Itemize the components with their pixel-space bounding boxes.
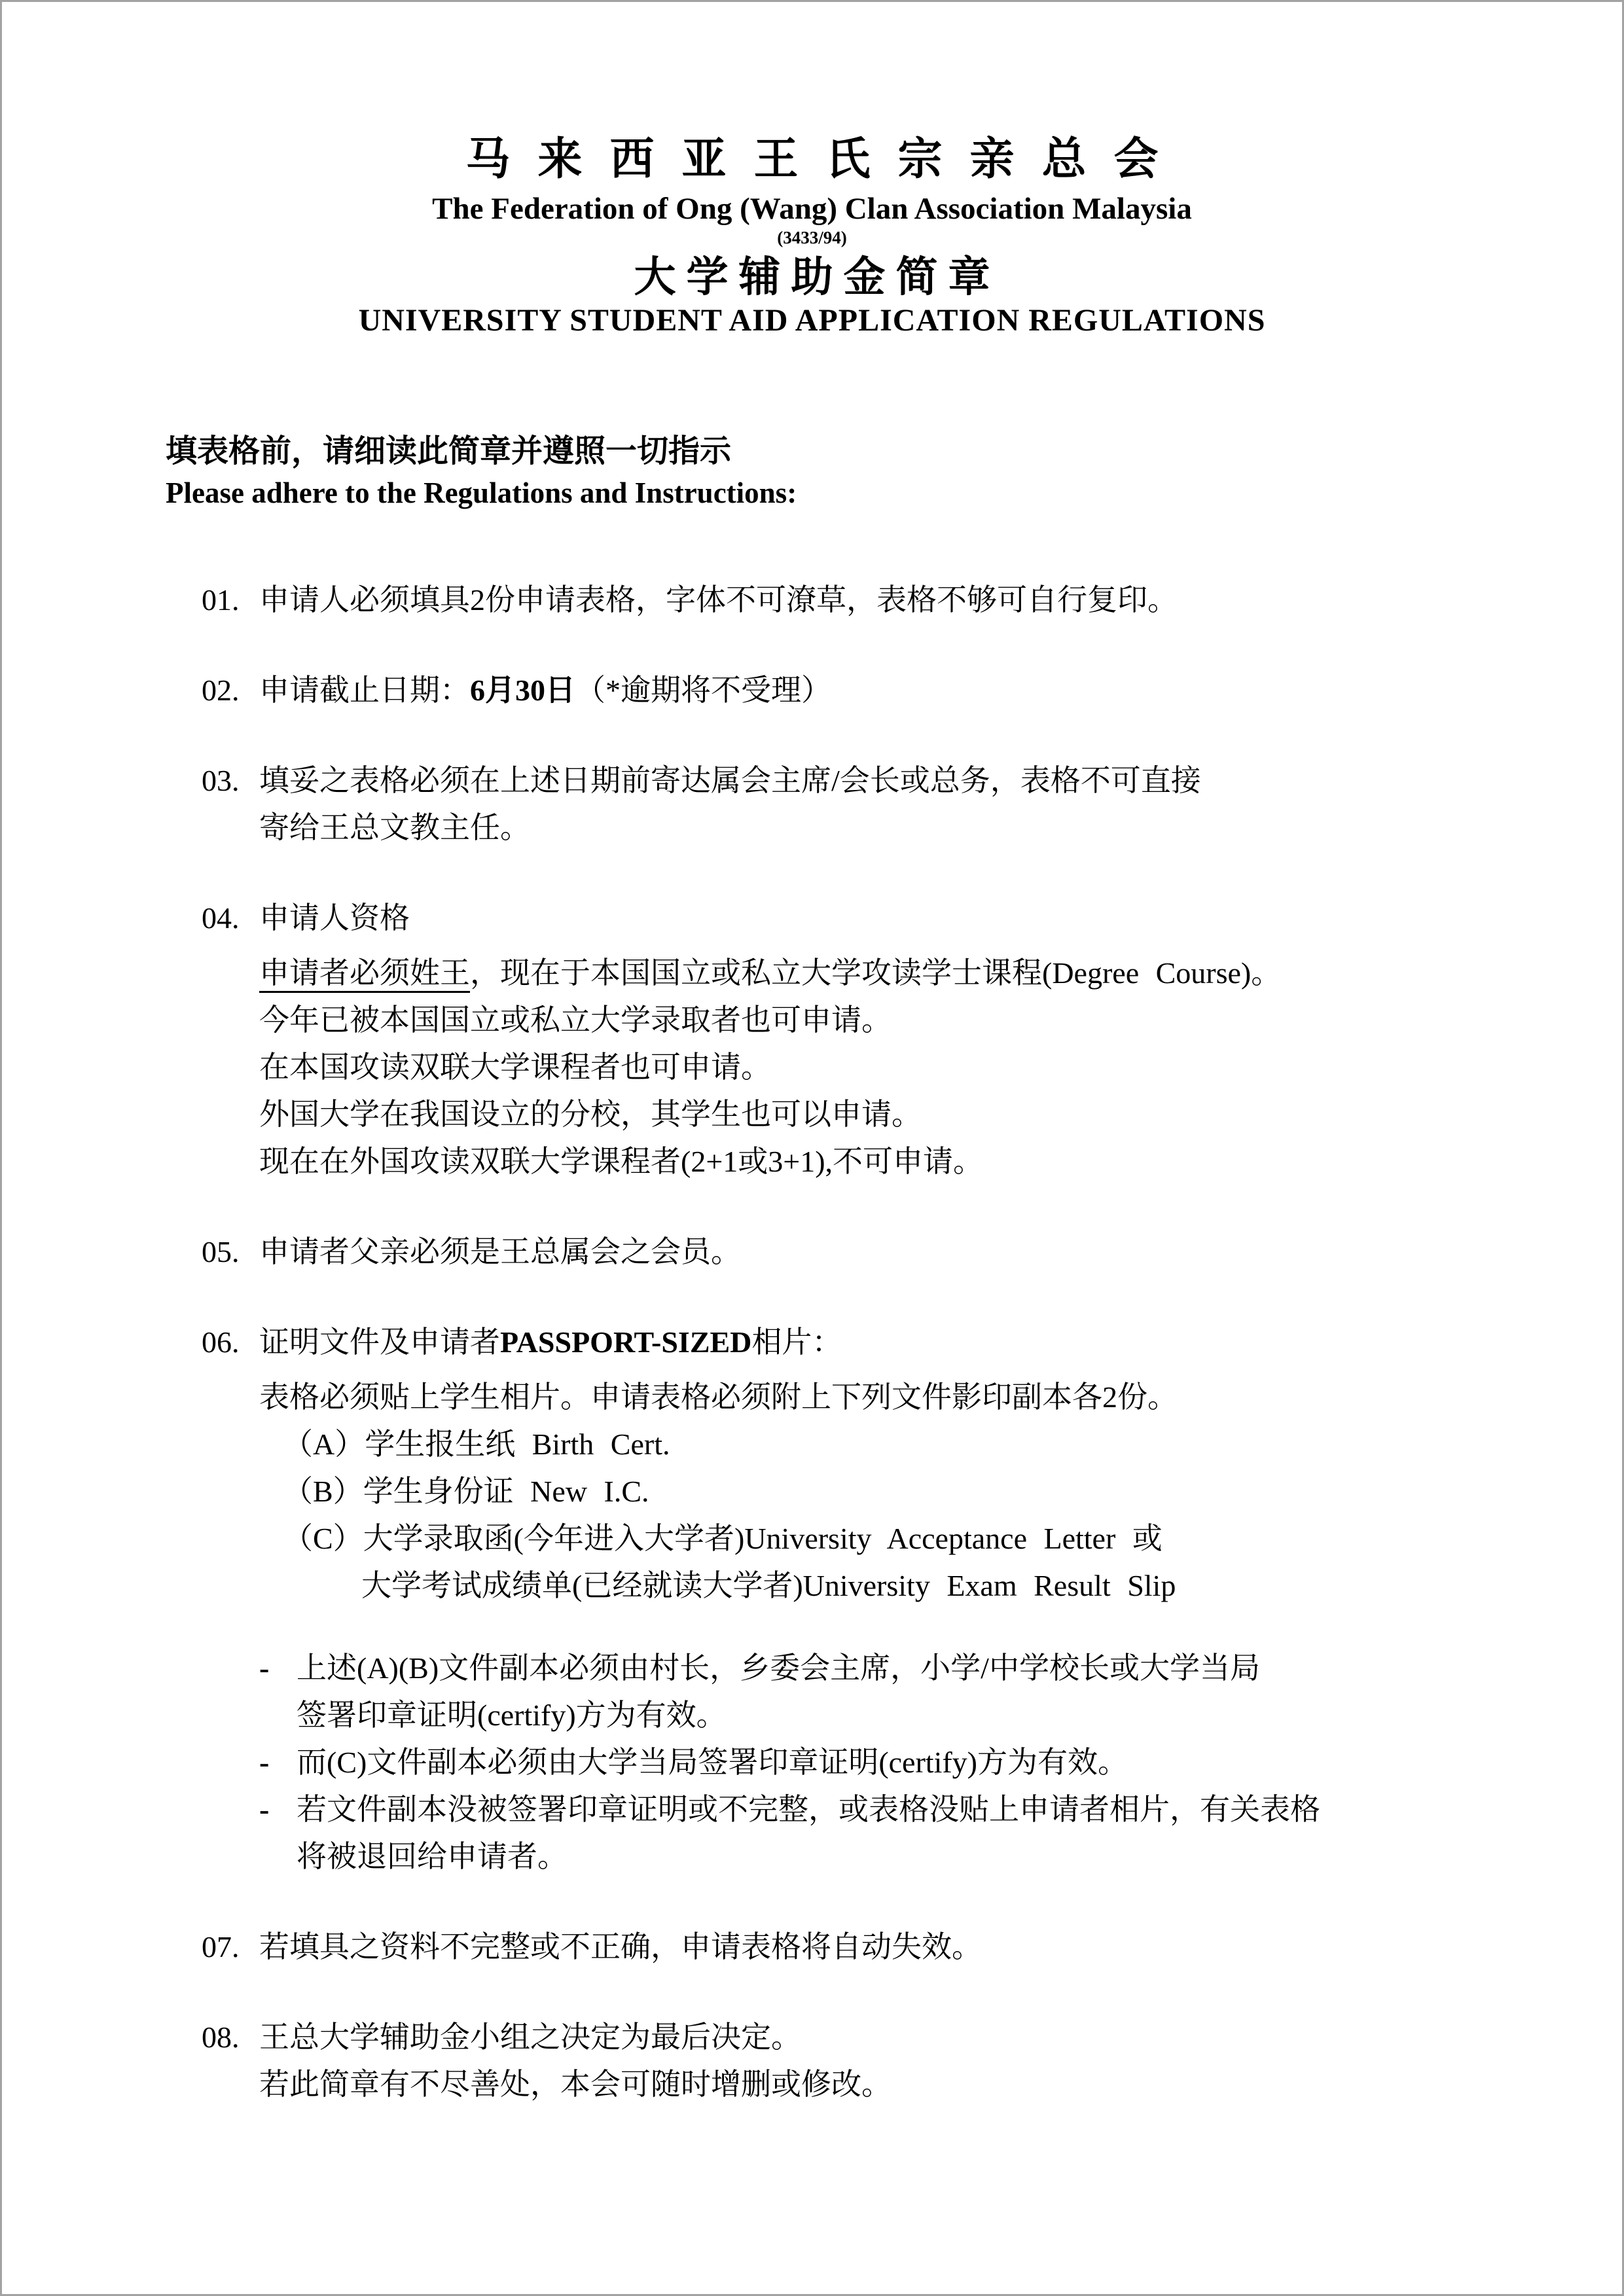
text-segment: 现在在外国攻读双联大学课程者(2+1或3+1),不可申请。 — [259, 1145, 984, 1178]
item-content — [259, 2014, 892, 2108]
text-segment: （B）学生身份证 New I.C. — [283, 1475, 649, 1508]
dash-line — [259, 1786, 1320, 1833]
document-header — [2, 2, 1622, 338]
text-segment: ，现在于本国国立或私立大学攻读学士课程(Degree Course)。 — [470, 956, 1282, 990]
text-segment: 相片： — [751, 1325, 842, 1359]
text-line — [259, 1924, 982, 1971]
text-line — [259, 997, 1281, 1044]
item-content — [259, 1924, 982, 1971]
regulation-item — [202, 577, 1622, 624]
text-segment: 今年已被本国国立或私立大学录取者也可申请。 — [259, 1003, 892, 1037]
text-segment: 若此简章有不尽善处，本会可随时增删或修改。 — [259, 2068, 892, 2101]
text-line — [259, 1833, 1320, 1880]
regulation-item — [202, 667, 1622, 714]
text-segment: 在本国攻读双联大学课程者也可申请。 — [259, 1050, 771, 1084]
item-number: 02. — [202, 673, 240, 707]
text-segment: 若填具之资料不完整或不正确，申请表格将自动失效。 — [259, 1930, 982, 1964]
intro-line-chinese: 填表格前，请细读此简章并遵照一切指示 — [166, 434, 732, 469]
text-segment: 表格必须贴上学生相片。申请表格必须附上下列文件影印副本各2份。 — [259, 1380, 1178, 1414]
text-segment: 签署印章证明(certify)方为有效。 — [297, 1698, 727, 1732]
regulation-item — [202, 1924, 1622, 1971]
item-content — [259, 895, 1281, 1185]
text-line — [259, 1044, 1281, 1091]
organization-name-english: The Federation of Ong (Wang) Clan Association Malaysia — [432, 192, 1192, 226]
text-line — [259, 895, 1281, 942]
item-content — [259, 757, 1201, 852]
text-line — [259, 1138, 1281, 1185]
regulation-item — [202, 1319, 1622, 1880]
text-segment: （C）大学录取函(今年进入大学者)University Acceptance Letter 或 — [283, 1522, 1163, 1555]
dash-bullet: - — [259, 1651, 270, 1685]
item-number: 08. — [202, 2020, 240, 2054]
text-line — [259, 1515, 1320, 1562]
underlined-text: 申请者必须姓王 — [259, 956, 470, 990]
text-line — [259, 667, 831, 714]
text-segment: 外国大学在我国设立的分校，其学生也可以申请。 — [259, 1098, 922, 1131]
text-segment: 将被退回给申请者。 — [297, 1840, 568, 1873]
intro-line-english: Please adhere to the Regulations and Instructions: — [166, 476, 797, 509]
dash-bullet: - — [259, 1746, 270, 1779]
item-number: 03. — [202, 764, 240, 797]
text-segment: 6月30日 — [470, 673, 575, 707]
document-title-chinese: 大学辅助金简章 — [634, 254, 1001, 300]
registration-number: (3433/94) — [777, 228, 847, 247]
text-segment: 申请人资格 — [259, 901, 410, 935]
text-line — [259, 804, 1201, 852]
text-line — [259, 1229, 741, 1276]
dash-bullet: - — [259, 1793, 270, 1826]
regulation-item — [202, 2014, 1622, 2108]
item-number: 06. — [202, 1325, 240, 1359]
item-content — [259, 667, 831, 714]
text-segment: 若文件副本没被签署印章证明或不完整，或表格没贴上申请者相片，有关表格 — [297, 1793, 1320, 1826]
text-line — [259, 950, 1281, 997]
text-segment: （*逾期将不受理） — [575, 673, 831, 707]
text-segment: PASSPORT-SIZED — [500, 1325, 752, 1359]
text-line — [259, 1091, 1281, 1138]
dash-line — [259, 1645, 1320, 1692]
item-number: 05. — [202, 1235, 240, 1268]
text-line — [259, 1421, 1320, 1468]
text-line — [259, 1468, 1320, 1515]
regulation-item — [202, 1229, 1622, 1276]
text-segment: （A）学生报生纸 Birth Cert. — [283, 1427, 670, 1461]
text-segment: 上述(A)(B)文件副本必须由村长，乡委会主席，小学/中学校长或大学当局 — [297, 1651, 1260, 1685]
text-line — [259, 2061, 892, 2108]
item-content — [259, 1229, 741, 1276]
text-line — [259, 2014, 892, 2061]
organization-name-chinese: 马来西亚王氏宗亲总会 — [465, 134, 1186, 184]
text-segment: 证明文件及申请者 — [259, 1325, 500, 1359]
regulations-list — [202, 577, 1622, 2108]
document-title-english: UNIVERSITY STUDENT AID APPLICATION REGULATIONS — [358, 303, 1266, 338]
text-segment: 申请人必须填具2份申请表格，字体不可潦草，表格不够可自行复印。 — [259, 583, 1178, 617]
intro-section — [166, 430, 1622, 512]
item-content — [259, 1319, 1320, 1880]
text-segment: 申请者父亲必须是王总属会之会员。 — [259, 1235, 741, 1268]
item-number: 07. — [202, 1930, 240, 1964]
item-number: 04. — [202, 901, 240, 935]
text-segment: 申请截止日期： — [259, 673, 470, 707]
text-segment: 寄给王总文教主任。 — [259, 811, 530, 844]
text-line — [259, 1562, 1320, 1609]
text-segment: 填妥之表格必须在上述日期前寄达属会主席/会长或总务，表格不可直接 — [259, 764, 1201, 797]
text-segment: 王总大学辅助金小组之决定为最后决定。 — [259, 2020, 801, 2054]
item-number: 01. — [202, 583, 240, 617]
item-content — [259, 577, 1178, 624]
text-segment: 大学考试成绩单(已经就读大学者)University Exam Result Slip — [361, 1569, 1176, 1602]
dash-line — [259, 1739, 1320, 1786]
regulation-item — [202, 895, 1622, 1185]
text-line — [259, 1692, 1320, 1739]
text-segment: 而(C)文件副本必须由大学当局签署印章证明(certify)方为有效。 — [297, 1746, 1128, 1779]
text-line — [259, 757, 1201, 804]
text-line — [259, 577, 1178, 624]
regulation-item — [202, 757, 1622, 852]
text-line — [259, 1319, 1320, 1366]
text-line — [259, 1374, 1320, 1421]
